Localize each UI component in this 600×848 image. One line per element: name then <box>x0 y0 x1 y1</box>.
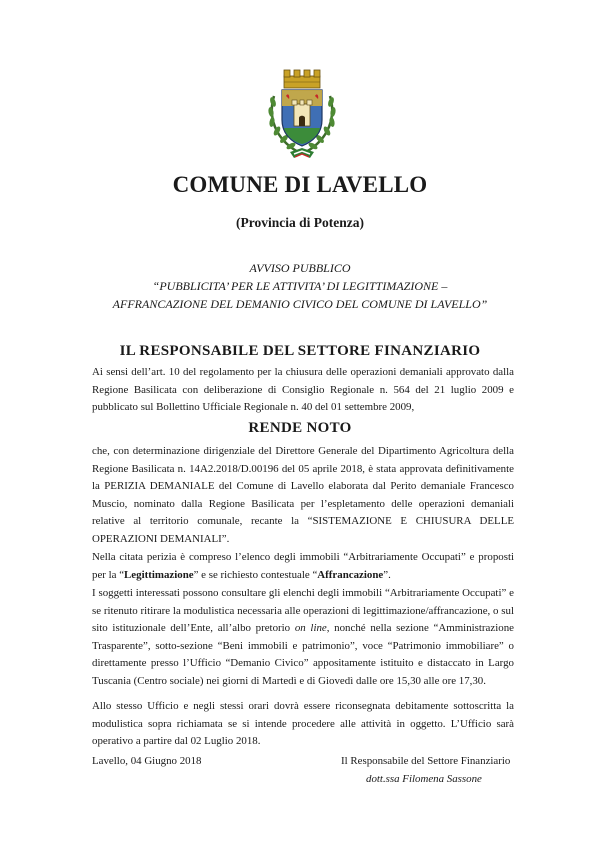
page-title: COMUNE DI LAVELLO <box>172 172 428 197</box>
rende-noto-heading: RENDE NOTO <box>248 420 352 436</box>
paragraph-text: I soggetti interessati possono consultare gli elenchi degli immobili “Arbitrariamente Occupati” e se ritenuto ritirare la modulistica necessaria alle operazioni di legittimazione/affrancazione, o sul sito istituzionale dell’Ente, all’albo pretorio <box>92 587 514 635</box>
affrancazione-term: Affrancazione <box>317 568 384 581</box>
paragraph-text: Nella citata perizia è compreso l’elenco degli immobili “Arbitrariamente Occupati” e proposti per la “ <box>92 551 514 581</box>
notice-subject-line-2: AFFRANCAZIONE DEL DEMANIO CIVICO DEL COMUNE DI LAVELLO” <box>112 297 488 311</box>
intro-paragraph: Ai sensi dell’art. 10 del regolamento per la chiusura delle operazioni demaniali approvato dalla Regione Basilicata con deliberazione di Consiglio Regionale n. 564 del 21 luglio 2009 e pubblicato sul Bollettino Ufficiale Regionale n. 40 del 01 settembre 2009, <box>92 366 514 414</box>
legittimazione-term: Legittimazione <box>124 568 194 581</box>
notice-subject-line-1: “PUBBLICITA’ PER LE ATTIVITA’ DI LEGITTIMAZIONE – <box>152 279 448 293</box>
place-date: Lavello, 04 Giugno 2018 <box>92 755 202 767</box>
notice-heading: AVVISO PUBBLICO <box>249 261 351 275</box>
province-subtitle: (Provincia di Potenza) <box>236 215 364 230</box>
section-title: IL RESPONSABILE DEL SETTORE FINANZIARIO <box>119 343 481 359</box>
signer-name: dott.ssa Filomena Sassone <box>366 773 482 785</box>
body-paragraph-4: Allo stesso Ufficio e negli stessi orari dovrà essere riconsegnata debitamente sottoscritta la modulistica sopra richiamata se si intende procedere alle attività in oggetto. L’Ufficio sarà operativo a partire dal 02 Luglio 2018. <box>92 700 514 748</box>
body-paragraph-2 <box>92 549 514 584</box>
municipal-coat-of-arms-icon <box>264 66 340 164</box>
signer-role: Il Responsabile del Settore Finanziario <box>341 755 511 767</box>
paragraph-text: , nonché nella sezione “Amministrazione Trasparente”, sotto-sezione “Beni immobili e patrimonio”, voce “Patrimonio immobiliare” o direttamente presso l’Ufficio “Demanio Civico” appositamente istituito e distaccato in Largo Tuscania (Centro sociale) nei giorni di Martedì e di Giovedì dalle ore 15,30 alle ore 17,30. <box>92 622 514 687</box>
paragraph-text: ” e se richiesto contestuale “ <box>193 568 318 581</box>
paragraph-text: ”. <box>383 568 391 581</box>
body-paragraph-1: che, con determinazione dirigenziale del Direttore Generale del Dipartimento Agricoltura della Regione Basilicata n. 14A2.2018/D.00196 del 05 aprile 2018, è stata approvata definitivamente la PERIZIA DEMANIALE del Comune di Lavello elaborata dal Perito demaniale Francesco Muscio, nominato dalla Regione Basilicata per l’espletamento delle operazioni demaniali relative al territorio comunale, recante la “SISTEMAZIONE E CHIUSURA DELLE OPERAZIONI DEMANIALI”. <box>92 445 514 545</box>
body-paragraph-3 <box>92 585 514 691</box>
on-line-term: on line <box>294 622 327 635</box>
